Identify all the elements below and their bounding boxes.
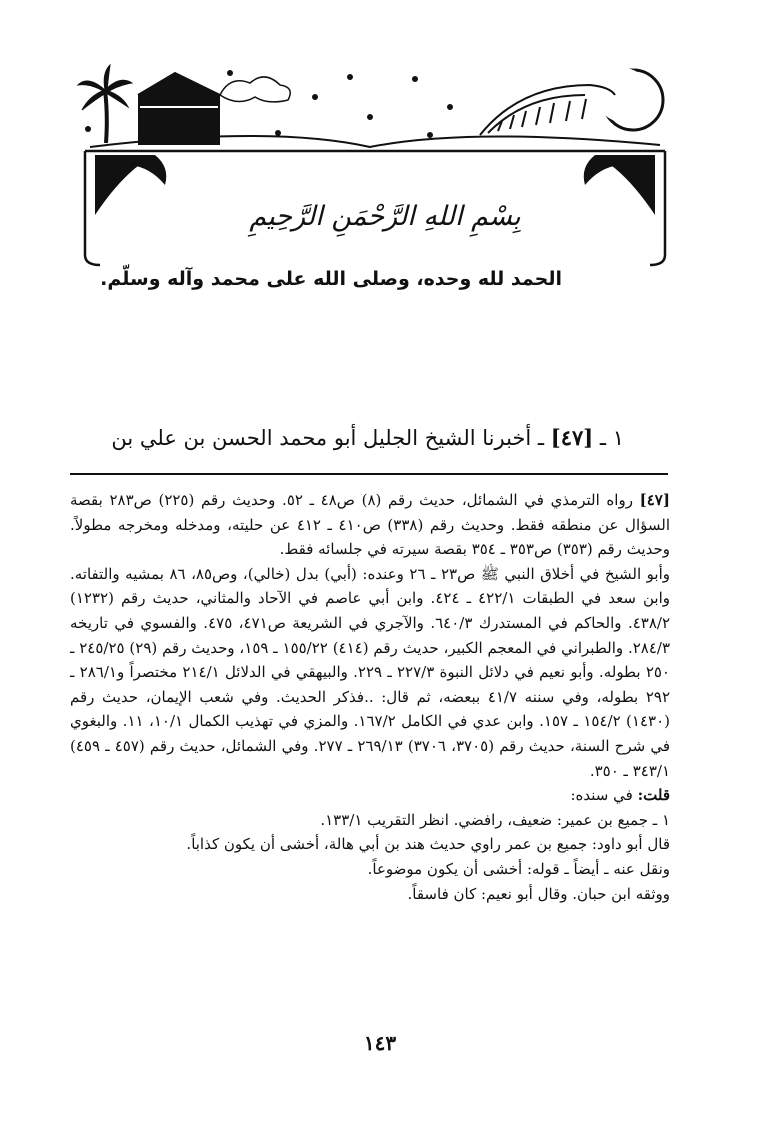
footnote-reference: [٤٧] [639, 491, 670, 509]
crescent-moon-icon [596, 68, 663, 130]
footnote-line: ووثقه ابن حبان. وقال أبو نعيم: كان فاسقاً. [407, 884, 670, 903]
footnote-divider [70, 473, 668, 475]
corner-ornament-left [95, 155, 166, 215]
decorative-banner [70, 55, 680, 275]
page-number: ١٤٣ [363, 1031, 397, 1055]
mosque-silhouette [480, 85, 615, 135]
footnote-line: ١ ـ جميع بن عمير: ضعيف، رافضي. انظر التقريب ١٣٣/١. [320, 810, 670, 829]
footnote-line: ونقل عنه ـ أيضاً ـ قوله: أخشى أن يكون موضوعاً. [367, 859, 670, 878]
hadith-text: ـ أخبرنا الشيخ الجليل أبو محمد الحسن بن علي بن [111, 426, 545, 450]
qult-text: في سنده: [570, 786, 633, 805]
footnote-qult [70, 783, 670, 808]
footnote-text: رواه الترمذي في الشمائل، حديث رقم (٨) ص٤٨ ـ ٥٢. وحديث رقم (٢٢٥) ص٢٨٣ بقصة السؤال عن منطقه فقط. وحديث رقم (٣٣٨) ص٤١٠ ـ ٤١٢ عن حليته، ومدخله ومخرجه مطولاً. وحديث رقم (٣٥٣) ص٣٥٣ ـ ٣٥٤ بقصة سيرته في جلسائه فقط. [70, 491, 670, 559]
footnote-paragraph: وأبو الشيخ في أخلاق النبي ﷺ ص٢٣ ـ ٢٦ وعنده: (أبي) بدل (خالي)، وص٨٥، ٨٦ بمشيه والتفاته. وابن سعد في الطبقات ٤٢٢/١ ـ ٤٢٤. وابن أبي عاصم في الآحاد والمثاني، حديث رقم (١٢٣٢) ٤٣٨/٢. والحاكم في المستدرك ٦٤٠/٣. والآجري في الشريعة ص٤٧١، ٤٧٥. والفسوي في تاريخه ٢٨٤/٣. والطبراني في المعجم الكبير، حديث رقم (٤١٤) ١٥٥/٢٢ ـ ١٥٩، وحديث رقم (٢٩) ٢٤٥/٢٥ ـ ٢٥٠ بطوله. وأبو نعيم في دلائل النبوة ٢٢٧/٣ ـ ٢٢٩. والبيهقي في الدلائل ٢١٤/١ مختصراً و٢٨٦/١ ـ ٢٩٢ بطوله، وفي سننه ٤١/٧ ببعضه، ثم قال: ..فذكر الحديث. وفي شعب الإيمان، حديث رقم (١٤٣٠) ١٥٤/٢ ـ ١٥٧. وابن عدي في الكامل ١٦٧/٢. والمزي في تهذيب الكمال ١٠/١، ١١. والبغوي في شرح السنة، حديث رقم (٣٧٠٥، ٣٧٠٦) ٢٦٩/١٣ ـ ٢٧٧. وفي الشمائل، حديث رقم (٤٥٧ ـ ٤٥٩) ٣٤٣/١ ـ ٣٥٠. [70, 564, 671, 780]
hadith-line [70, 418, 624, 458]
hadith-number: ١ ـ [599, 426, 624, 450]
corner-ornament-right [584, 155, 655, 215]
footnote-line: قال أبو داود: جميع بن عمر راوي حديث هند بن أبي هالة، أخشى أن يكون كذاباً. [186, 835, 670, 854]
hadith-reference: [٤٧] [550, 425, 594, 450]
kaaba-icon [138, 73, 220, 145]
footnotes [70, 488, 670, 906]
opening-praise: الحمد لله وحده، وصلى الله على محمد وآله وسلّم. [100, 268, 562, 290]
cloud-icon [220, 77, 290, 102]
qult-label: قلت: [637, 786, 670, 805]
bismillah-calligraphy: بِسْمِ اللهِ الرَّحْمَنِ الرَّحِيمِ [249, 201, 521, 232]
footnote-paragraph [70, 488, 670, 562]
